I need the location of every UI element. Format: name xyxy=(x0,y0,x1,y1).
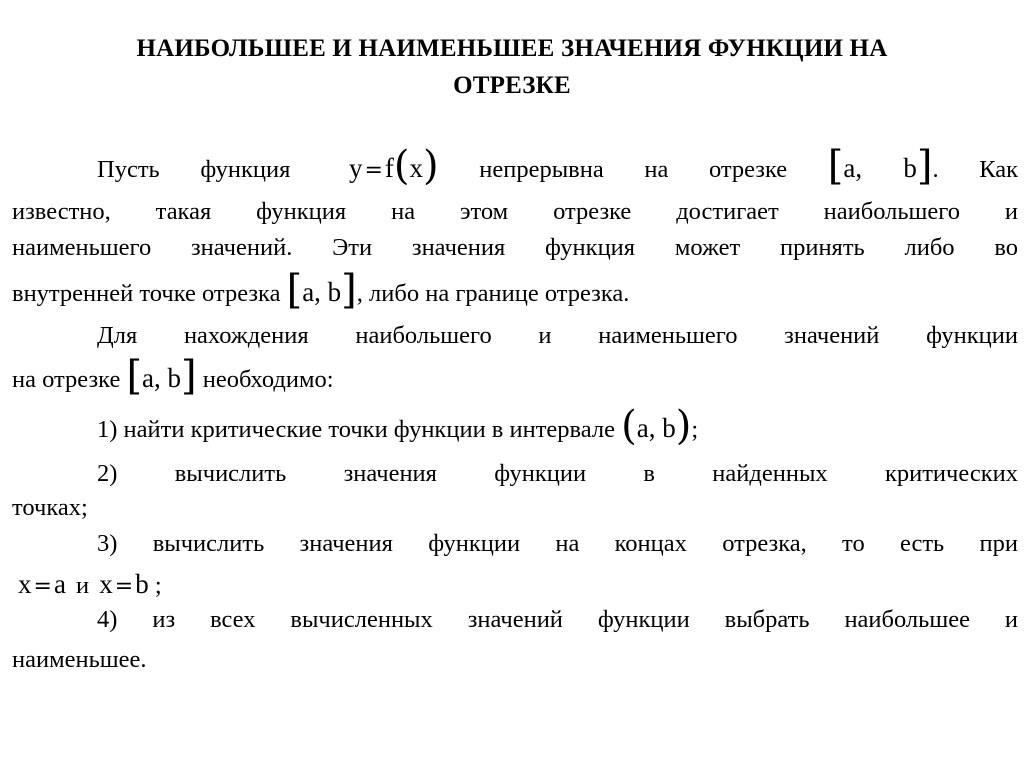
step-2-line-2: точках; xyxy=(12,494,88,521)
formula-y-eq-fx xyxy=(348,143,479,189)
p1-line-4 xyxy=(12,267,1018,313)
p1-line-2: известно, такая функция на этом отрезке достигает наибольшего и xyxy=(12,198,1018,225)
step-3-line-1: 3) вычислить значения функции на концах отрезка, то есть при xyxy=(97,530,1018,557)
formula-x-eq-b xyxy=(99,569,149,599)
interval-close: ] xyxy=(181,353,197,399)
interval-body: a, b xyxy=(142,363,182,393)
p1-text: . Как xyxy=(932,156,1019,183)
p2-text: необходимо: xyxy=(202,366,334,393)
p1-text: , либо на границе отрезка. xyxy=(356,280,630,307)
interval-close: ] xyxy=(916,143,933,189)
interval-ab xyxy=(286,267,357,313)
step-3-line-2 xyxy=(12,568,1018,600)
interval-ab-open xyxy=(621,403,692,449)
formula-y: y xyxy=(348,153,363,183)
formula-f: f xyxy=(384,153,394,183)
p1-text: внутренней точке отрезка xyxy=(12,280,281,307)
step-1-text: 1) найти критические точки функции в интервале xyxy=(97,416,615,443)
formula-equals: = xyxy=(364,158,383,183)
interval-close: ] xyxy=(341,267,357,313)
interval-ab xyxy=(126,353,197,399)
interval-body: a, b xyxy=(843,153,917,183)
interval-open: [ xyxy=(126,353,143,399)
interval-open-paren: ( xyxy=(621,403,637,449)
step-4-line-2: наименьшее. xyxy=(12,646,147,673)
conjunction-and: и xyxy=(76,572,90,599)
p2-line-2 xyxy=(12,353,1018,399)
step-4-line-1: 4) из всех вычисленных значений функции выбрать наибольшее и xyxy=(97,606,1018,633)
p1-line-3: наименьшего значений. Эти значения функция может принять либо во xyxy=(12,234,1018,261)
formula-x: x xyxy=(99,569,113,599)
title-line-1: НАИБОЛЬШЕЕ И НАИМЕНЬШЕЕ ЗНАЧЕНИЯ ФУНКЦИИ НА xyxy=(136,35,888,62)
interval-body: a, b xyxy=(636,413,676,443)
interval-open: [ xyxy=(827,143,844,189)
interval-ab xyxy=(827,143,1019,189)
p1-text: Пусть функция xyxy=(97,156,291,183)
p2-line-1: Для нахождения наибольшего и наименьшего значений функции xyxy=(97,322,1018,349)
formula-b: b xyxy=(135,569,149,599)
step-1 xyxy=(97,403,1018,449)
formula-equals: = xyxy=(114,574,134,599)
interval-close-paren: ) xyxy=(675,403,692,449)
formula-lparen: ( xyxy=(393,143,410,189)
step-2-line-1: 2) вычислить значения функции в найденных критических xyxy=(97,460,1018,487)
interval-body: a, b xyxy=(302,277,342,307)
title-line-2: ОТРЕЗКЕ xyxy=(453,72,571,99)
formula-x-eq-a xyxy=(18,569,66,599)
interval-open: [ xyxy=(286,267,303,313)
formula-equals: = xyxy=(33,574,52,599)
p2-text: на отрезке xyxy=(12,366,121,393)
step-3-end: ; xyxy=(154,572,162,599)
step-1-end: ; xyxy=(691,416,699,443)
formula-x: x xyxy=(409,153,424,183)
formula-x: x xyxy=(18,569,32,599)
formula-a: a xyxy=(53,569,66,599)
p1-line-1 xyxy=(97,143,1019,189)
p1-text: непрерывна на отрезке xyxy=(479,156,788,183)
formula-rparen: ) xyxy=(423,143,439,189)
